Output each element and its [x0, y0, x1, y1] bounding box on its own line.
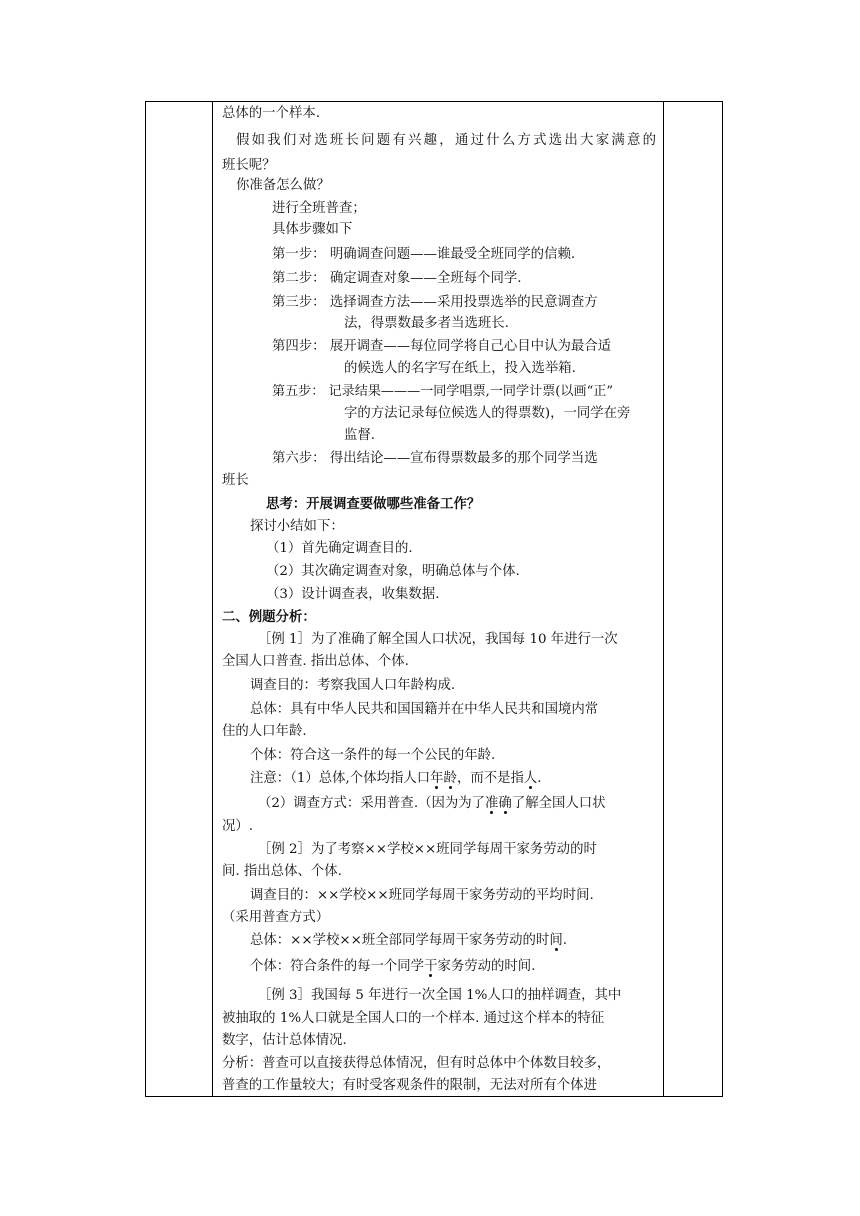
text-line: ［例 1］为了准确了解全国人口状况，我国每 10 年进行一次 — [258, 632, 618, 647]
text-line: 调查目的：考察我国人口年龄构成. — [250, 678, 456, 693]
text-line: 住的人口年龄. — [222, 724, 307, 739]
text-line: （3）设计调查表，收集数据. — [266, 587, 440, 602]
text-line: 你准备怎么做？ — [236, 178, 330, 193]
text-line: （2）其次确定调查对象，明确总体与个体. — [266, 564, 520, 579]
text-line: 总体的一个样本. — [222, 106, 320, 121]
text-line: （1）首先确定调查目的. — [266, 541, 413, 556]
emphasis-dot: 人 — [523, 771, 538, 786]
emphasis-dot: 年 — [430, 771, 444, 786]
text-line: 被抽取的 1%人口就是全国人口的一个样本. 通过这个样本的特征 — [222, 1011, 605, 1026]
section-heading-examples: 二、例题分析： — [222, 609, 316, 625]
text-line: ［例 2］为了考察××学校××班同学每周干家务劳动的时 — [258, 842, 597, 857]
text-line: 调查目的：××学校××班同学每周干家务劳动的平均时间. — [250, 888, 594, 903]
text-line: 个体：符合这一条件的每一个公民的年龄. — [250, 748, 496, 763]
text-line: 第五步： 记录结果———一同学唱票,一同学计票(以画“正” — [272, 384, 614, 399]
text-line: （2）调查方式：采用普查.（因为为了准确了解全国人口状 — [258, 796, 606, 811]
text-line: 间. 指出总体、个体. — [222, 864, 342, 879]
text-line: 况）. — [222, 819, 254, 834]
text-line: 分析：普查可以直接获得总体情况，但有时总体中个体数目较多， — [222, 1056, 611, 1071]
text-line: 第一步： 明确调查问题——谁最受全班同学的信赖. — [272, 247, 576, 262]
text-line: 普查的工作量较大；有时受客观条件的限制，无法对所有个体进 — [222, 1078, 597, 1093]
text-line: （采用普查方式） — [222, 910, 330, 925]
emphasis-dot: 间 — [549, 933, 563, 948]
emphasis-dot: 干 — [424, 959, 438, 974]
text-line: 探讨小结如下： — [250, 519, 344, 534]
text-line: 具体步骤如下 — [272, 222, 353, 237]
text-line: 法，得票数最多者当选班长. — [344, 316, 509, 331]
content-cell — [222, 104, 656, 1094]
text-line: 第三步： 选择调查方法——采用投票选举的民意调查方 — [272, 295, 598, 310]
emphasis-dot: 确 — [498, 796, 512, 811]
text-line: 进行全班普查； — [272, 201, 366, 216]
text-line: 注意：（1）总体,个体均指人口年龄，而不是指人. — [250, 771, 542, 786]
text-line: 第四步： 展开调查——每位同学将自己心目中认为最合适 — [272, 339, 612, 354]
document-table — [145, 101, 723, 1097]
text-line: 个体：符合条件的每一个同学干家务劳动的时间. — [250, 959, 536, 974]
emphasis-dot: 龄 — [443, 771, 457, 786]
right-column-cell — [663, 102, 722, 1096]
text-line: 第六步： 得出结论——宣布得票数最多的那个同学当选 — [272, 451, 598, 466]
text-line: 班长呢？ — [222, 158, 276, 173]
text-line: 全国人口普查. 指出总体、个体. — [222, 654, 409, 669]
section-heading-thinking: 思考：开展调查要做哪些准备工作？ — [266, 496, 481, 512]
text-line: 的候选人的名字写在纸上，投入选举箱. — [344, 361, 576, 376]
text-line: 字的方法记录每位候选人的得票数)，一同学在旁 — [344, 406, 631, 421]
text-line: 假如我们对选班长问题有兴趣，通过什么方式选出大家满意的 — [236, 133, 656, 148]
text-line: ［例 3］我国每 5 年进行一次全国 1%人口的抽样调查，其中 — [258, 988, 622, 1003]
text-line: 班长 — [222, 473, 249, 488]
text-line: 监督. — [344, 428, 376, 443]
emphasis-dot: 准 — [485, 796, 499, 811]
text-line: 第二步： 确定调查对象——全班每个同学. — [272, 271, 522, 286]
left-column-cell — [146, 102, 213, 1096]
text-line: 数字，估计总体情况. — [222, 1033, 347, 1048]
text-line: 总体：具有中华人民共和国国籍并在中华人民共和国境内常 — [250, 702, 599, 717]
text-line: 总体：××学校××班全部同学每周干家务劳动的时间. — [250, 933, 567, 948]
